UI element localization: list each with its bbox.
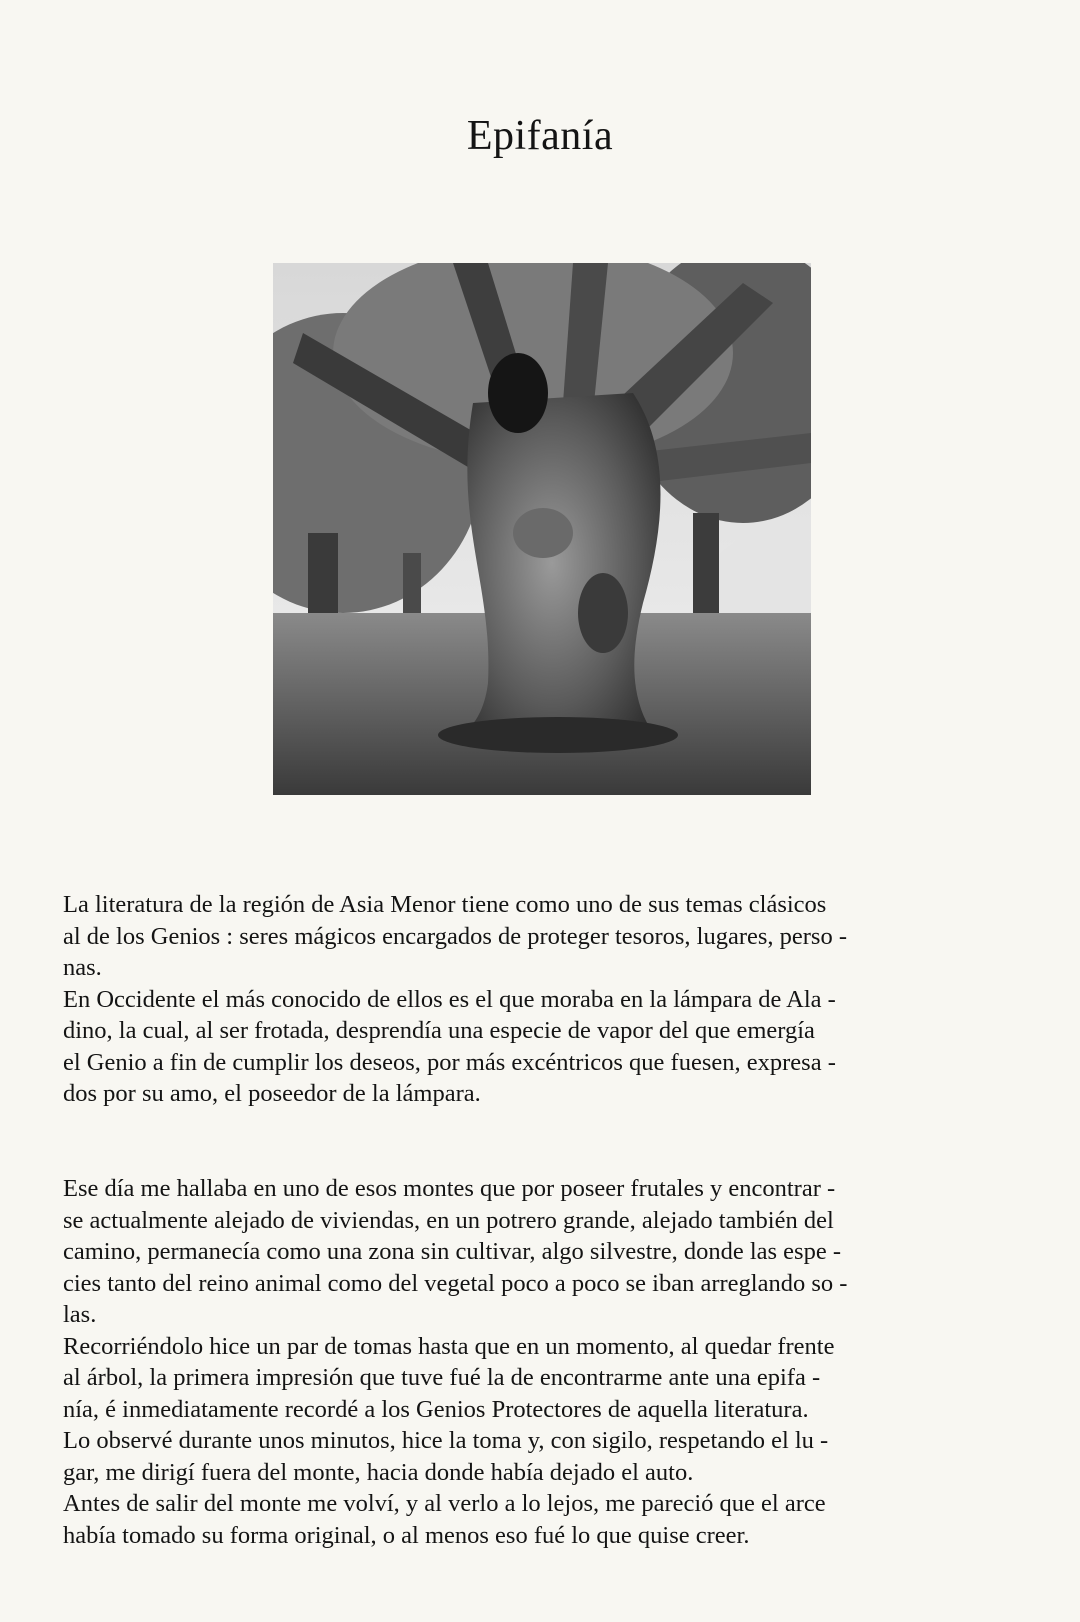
text-line: Lo observé durante unos minutos, hice la toma y, con sigilo, respetando el lu - (63, 1427, 829, 1454)
text-line: había tomado su forma original, o al menos eso fué lo que quise creer. (63, 1521, 750, 1549)
tree-photo-illustration (273, 263, 811, 795)
text-line: nía, é inmediatamente recordé a los Genios Protectores de aquella literatura. (63, 1395, 809, 1423)
text-line: dos por su amo, el poseedor de la lámpara. (63, 1080, 481, 1107)
text-line: gar, me dirigí fuera del monte, hacia donde había dejado el auto. (63, 1458, 694, 1486)
text-line: nas. (63, 954, 102, 981)
text-line: La literatura de la región de Asia Menor tiene como uno de sus temas clásicos (63, 891, 827, 918)
text-line: cies tanto del reino animal como del vegetal poco a poco se iban arreglando so - (63, 1269, 848, 1297)
text-line: al árbol, la primera impresión que tuve fué la de encontrarme ante una epifa - (63, 1364, 821, 1391)
text-line: las. (63, 1301, 97, 1328)
page-title: Epifanía (466, 113, 614, 159)
text-line: Antes de salir del monte me volví, y al verlo a lo lejos, me pareció que el arce (63, 1490, 826, 1517)
text-line: Recorriéndolo hice un par de tomas hasta que en un momento, al quedar frente (63, 1332, 835, 1360)
paragraph-story (63, 1173, 1028, 1551)
text-line: se actualmente alejado de viviendas, en un potrero grande, alejado también del (63, 1206, 834, 1234)
text-line: el Genio a fin de cumplir los deseos, por más excéntricos que fuesen, expresa - (63, 1048, 836, 1076)
paragraph-intro (63, 889, 1028, 1110)
tree-photo (273, 263, 811, 795)
text-line: En Occidente el más conocido de ellos es el que moraba en la lámpara de Ala - (63, 985, 836, 1013)
text-line: camino, permanecía como una zona sin cultivar, algo silvestre, donde las espe - (63, 1238, 841, 1265)
text-line: al de los Genios : seres mágicos encargados de proteger tesoros, lugares, perso - (63, 922, 847, 950)
text-line: dino, la cual, al ser frotada, desprendía una especie de vapor del que emergía (63, 1017, 815, 1044)
text-line: Ese día me hallaba en uno de esos montes que por poseer frutales y encontrar - (63, 1175, 836, 1202)
